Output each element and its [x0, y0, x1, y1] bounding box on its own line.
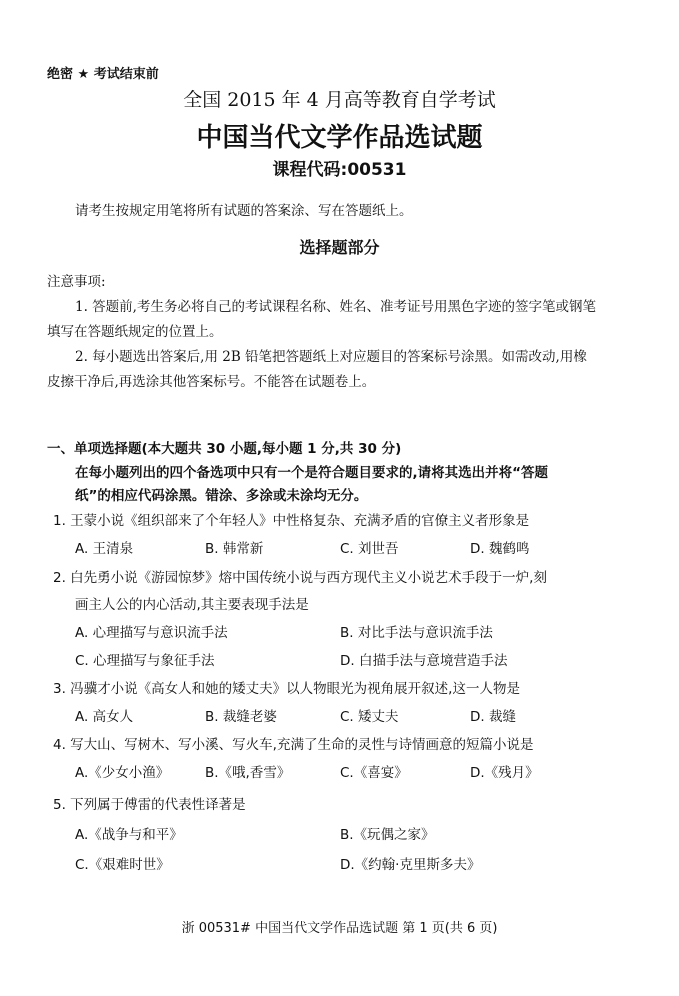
question-1-stem: 1. 王蒙小说《组织部来了个年轻人》中性格复杂、充满矛盾的官僚主义者形象是: [53, 513, 530, 529]
question-1-option-d: D. 魏鹤鸣: [470, 541, 530, 557]
question-3-option-d: D. 裁缝: [470, 709, 516, 725]
question-1-option-a: A. 王清泉: [75, 541, 134, 557]
question-5-option-a: A.《战争与和平》: [75, 827, 183, 843]
question-5-option-b: B.《玩偶之家》: [340, 827, 435, 843]
question-1-option-c: C. 刘世吾: [340, 541, 399, 557]
subject-title: 中国当代文学作品选试题: [196, 123, 483, 153]
question-1-option-b: B. 韩常新: [205, 541, 264, 557]
confidential-mark: 绝密 ★ 考试结束前: [47, 67, 159, 82]
question-3-option-b: B. 裁缝老婆: [205, 709, 277, 725]
question-2-option-c: C. 心理描写与象征手法: [75, 653, 215, 669]
question-2-option-a: A. 心理描写与意识流手法: [75, 625, 228, 641]
question-5-option-d: D.《约翰·克里斯多夫》: [340, 857, 481, 873]
question-2-option-b: B. 对比手法与意识流手法: [340, 625, 493, 641]
page-footer: 浙 00531# 中国当代文学作品选试题 第 1 页(共 6 页): [181, 921, 498, 936]
part1-heading: 一、单项选择题(本大题共 30 小题,每小题 1 分,共 30 分): [47, 441, 402, 457]
question-4-option-a: A.《少女小渔》: [75, 765, 170, 781]
question-3-option-a: A. 高女人: [75, 709, 134, 725]
exam-title: 全国 2015 年 4 月高等教育自学考试: [183, 89, 496, 111]
note-1-line-1: 1. 答题前,考生务必将自己的考试课程名称、姓名、准考证号用黑色字迹的签字笔或钢笔: [75, 299, 596, 315]
question-2-stem-line-1: 2. 白先勇小说《游园惊梦》熔中国传统小说与西方现代主义小说艺术手段于一炉,刻: [53, 570, 547, 586]
question-5-stem: 5. 下列属于傅雷的代表性译著是: [53, 797, 246, 813]
note-1-line-2: 填写在答题纸规定的位置上。: [47, 324, 223, 340]
question-4-option-b: B.《哦,香雪》: [205, 765, 291, 781]
section-title: 选择题部分: [299, 238, 380, 257]
note-2-line-2: 皮擦干净后,再选涂其他答案标号。不能答在试题卷上。: [47, 374, 376, 390]
answer-instruction: 请考生按规定用笔将所有试题的答案涂、写在答题纸上。: [75, 203, 413, 219]
question-5-option-c: C.《艰难时世》: [75, 857, 170, 873]
question-4-option-c: C.《喜宴》: [340, 765, 408, 781]
question-4-option-d: D.《残月》: [470, 765, 539, 781]
part1-desc-line-1: 在每小题列出的四个备选项中只有一个是符合题目要求的,请将其选出并将“答题: [75, 465, 548, 481]
note-2-line-1: 2. 每小题选出答案后,用 2B 铅笔把答题纸上对应题目的答案标号涂黑。如需改动,用橡: [75, 349, 587, 365]
question-4-stem: 4. 写大山、写树木、写小溪、写火车,充满了生命的灵性与诗情画意的短篇小说是: [53, 737, 534, 753]
part1-desc-line-2: 纸”的相应代码涂黑。错涂、多涂或未涂均无分。: [75, 488, 368, 504]
question-3-option-c: C. 矮丈夫: [340, 709, 399, 725]
course-code: 课程代码:00531: [272, 160, 407, 180]
question-2-stem-line-2: 画主人公的内心活动,其主要表现手法是: [75, 597, 309, 613]
question-3-stem: 3. 冯骥才小说《高女人和她的矮丈夫》以人物眼光为视角展开叙述,这一人物是: [53, 681, 520, 697]
notes-heading: 注意事项:: [47, 274, 106, 290]
question-2-option-d: D. 白描手法与意境营造手法: [340, 653, 508, 669]
